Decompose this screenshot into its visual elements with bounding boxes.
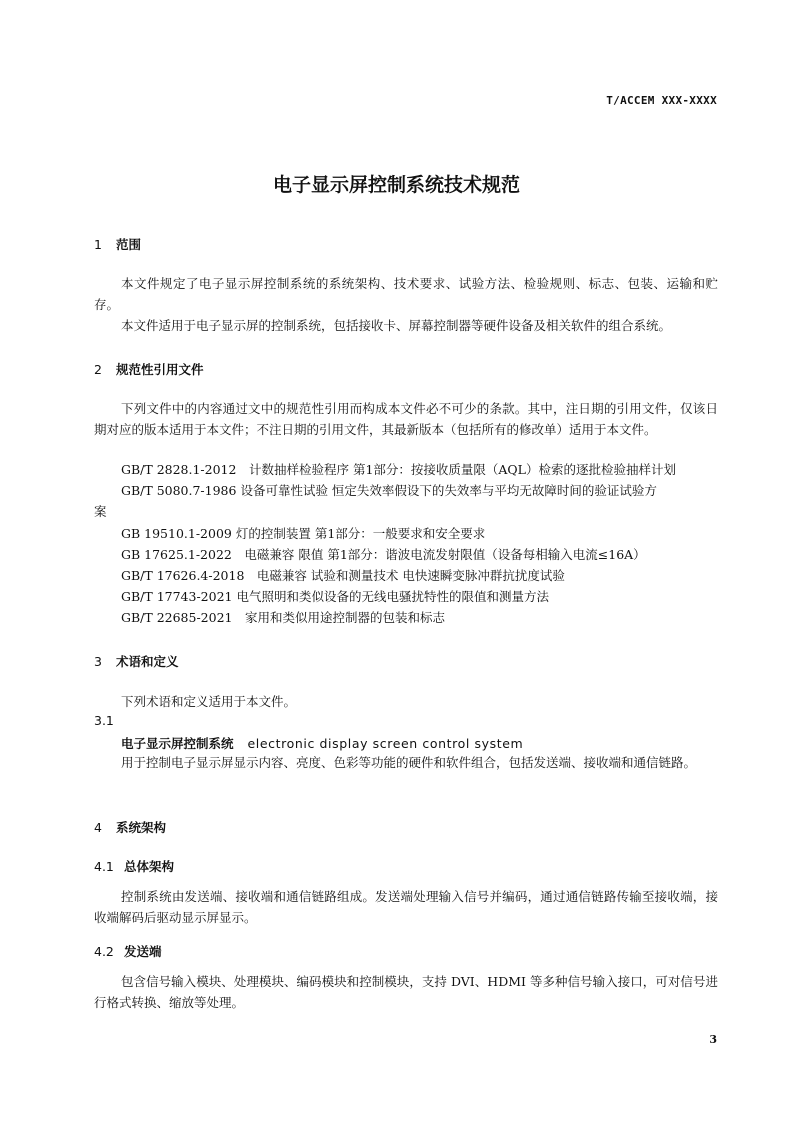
- reference-item: GB/T 17743-2021 电气照明和类似设备的无线电骚扰特性的限值和测量方法: [121, 589, 549, 604]
- reference-item: GB/T 17626.4-2018 电磁兼容 试验和测量技术 电快速瞬变脉冲群抗扰度试验: [121, 568, 565, 583]
- section-3-intro: 下列术语和定义适用于本文件。: [121, 694, 297, 709]
- reference-item: GB/T 2828.1-2012 计数抽样检验程序 第1部分：按接收质量限（AQL）检索的逐批检验抽样计划: [121, 462, 676, 477]
- reference-item: GB/T 22685-2021 家用和类似用途控制器的包装和标志: [121, 610, 445, 625]
- reference-item: GB 19510.1-2009 灯的控制装置 第1部分：一般要求和安全要求: [121, 526, 486, 541]
- term-english: electronic display screen control system: [247, 736, 524, 751]
- reference-item: GB/T 5080.7-1986 设备可靠性试验 恒定失效率假设下的失效率与平均无故障时间的验证试验方: [121, 483, 657, 498]
- term-chinese: 电子显示屏控制系统: [121, 736, 234, 751]
- subsection-number: 4.2: [94, 944, 114, 959]
- section-1-paragraph-1: 本文件规定了电子显示屏控制系统的系统架构、技术要求、试验方法、检验规则、标志、包装、运输和贮存。: [94, 276, 718, 312]
- section-title: 系统架构: [116, 820, 167, 835]
- section-title: 术语和定义: [116, 654, 179, 669]
- subsection-title: 总体架构: [124, 859, 175, 874]
- section-1-paragraph-2: 本文件适用于电子显示屏的控制系统，包括接收卡、屏幕控制器等硬件设备及相关软件的组合系统。: [121, 318, 672, 333]
- section-number: 4: [94, 820, 102, 835]
- subsection-4-1-heading: [94, 857, 174, 875]
- subsection-title: 发送端: [124, 944, 162, 959]
- section-2-heading: [94, 360, 204, 378]
- reference-item: GB 17625.1-2022 电磁兼容 限值 第1部分：谐波电流发射限值（设备每相输入电流≤16A）: [121, 547, 646, 562]
- section-number: 1: [94, 237, 102, 252]
- term-definition: 用于控制电子显示屏显示内容、亮度、色彩等功能的硬件和软件组合，包括发送端、接收端和通信链路。: [121, 755, 697, 770]
- reference-item-continuation: 案: [94, 504, 107, 519]
- section-2-intro: 下列文件中的内容通过文中的规范性引用而构成本文件必不可少的条款。其中，注日期的引用文件，仅该日期对应的版本适用于本文件；不注日期的引用文件，其最新版本（包括所有的修改单）适用于本文件。: [94, 401, 718, 437]
- document-code: T/ACCEM XXX-XXXX: [606, 94, 717, 107]
- section-number: 3: [94, 654, 102, 669]
- page-number: 3: [709, 1033, 717, 1046]
- section-title: 规范性引用文件: [116, 362, 204, 377]
- page-title: 电子显示屏控制系统技术规范: [272, 174, 520, 196]
- subsection-4-1-text: 控制系统由发送端、接收端和通信链路组成。发送端处理输入信号并编码，通过通信链路传输至接收端，接收端解码后驱动显示屏显示。: [94, 889, 718, 925]
- term-heading: [121, 734, 523, 752]
- section-1-heading: [94, 235, 141, 253]
- section-3-heading: [94, 652, 179, 670]
- section-number: 2: [94, 362, 102, 377]
- section-4-heading: [94, 818, 166, 836]
- term-number: 3.1: [94, 713, 114, 728]
- subsection-4-2-heading: [94, 942, 162, 960]
- subsection-4-2-text: 包含信号输入模块、处理模块、编码模块和控制模块，支持 DVI、HDMI 等多种信号输入接口，可对信号进行格式转换、缩放等处理。: [94, 974, 718, 1010]
- subsection-number: 4.1: [94, 859, 114, 874]
- section-title: 范围: [116, 237, 142, 252]
